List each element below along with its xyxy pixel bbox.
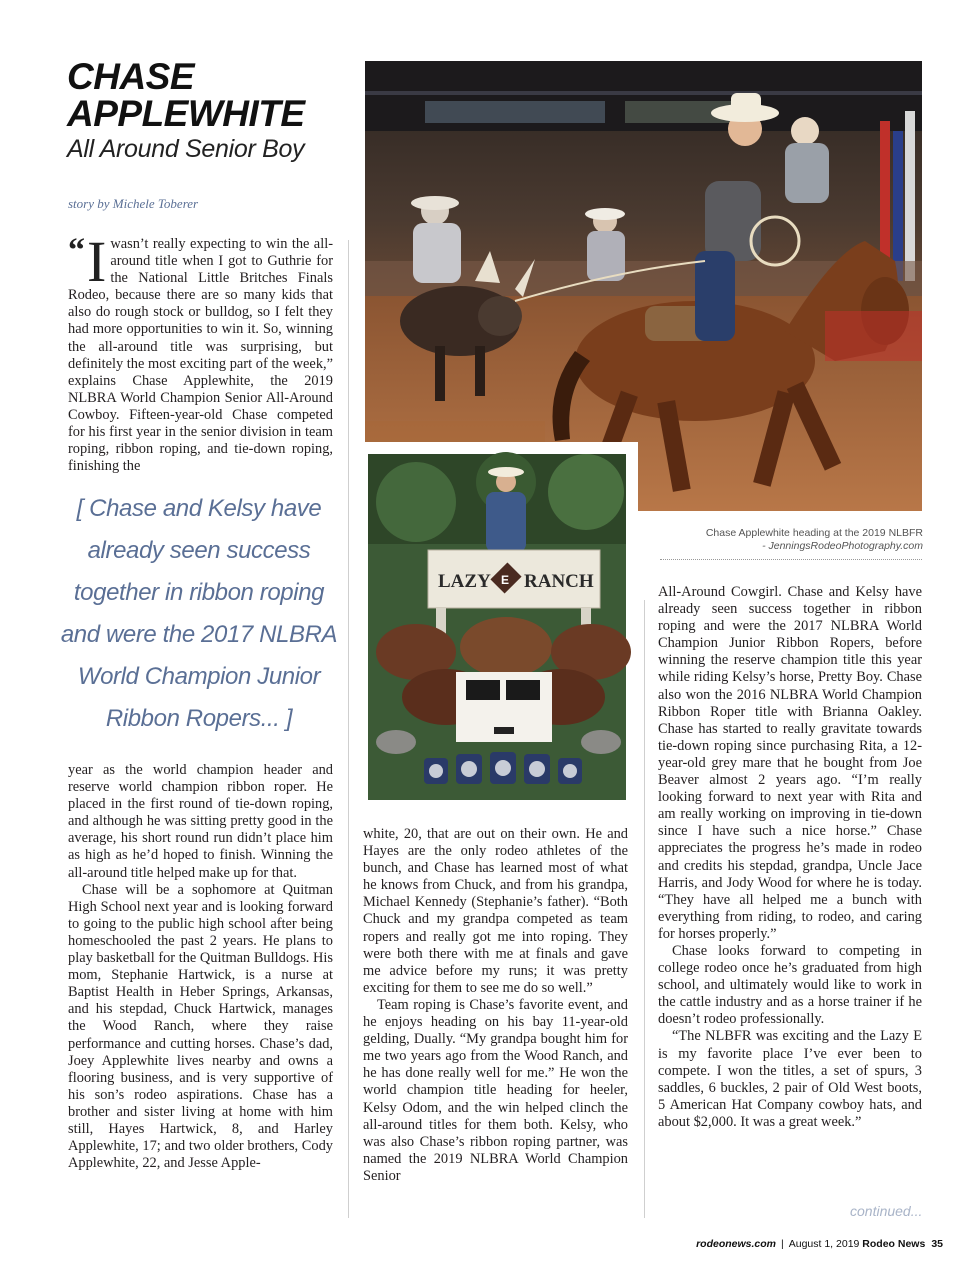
sign-right-text: RANCH — [524, 571, 594, 592]
photo-caption — [706, 527, 923, 553]
paragraph: Chase will be a sophomore at Quitman High School next year and is looking forward to going to the public high school after being homeschooled the past 2 years. He plans to play basketball for the Quitman Bulldogs. His mom, Stephanie Hartwick, is a nurse at Baptist Health in Heber Springs, Arkansas, and his stepdad, Chuck Hartwick, manages the Wood Ranch, where they raise performance and cutting horses. Chase’s dad, Joey Applewhite lives nearby and owns a flooring business, and is very supportive of his son’s rodeo aspirations. Chase has a brother and sister living at home with him still, Hayes Hartwick, 8, and Harley Applewhite, 17; and two older brothers, Cody Applewhite, 22, and Jesse Apple- — [68, 881, 333, 1172]
page-footer — [696, 1238, 943, 1250]
article-subtitle: All Around Senior Boy — [67, 135, 305, 163]
paragraph: Chase looks forward to competing in college rodeo once he’s graduated from high school, and ultimately would like to work in the cattle industry and as a horse trainer if he doesn’t rodeo professionally. — [658, 942, 922, 1028]
paragraph: white, 20, that are out on their own. He and Hayes are the only rodeo athletes of the bunch, and Chase has learned most of what he knows from Chuck, and from his grandpa, Michael Kennedy (Stephanie’s father). “Both Chuck and my grandpa competed as team ropers and really got me into roping. They were both there with me at finals and gave me advice before my runs; it was pretty exciting for them to see me do so well.” — [363, 826, 628, 996]
ranch-photo-frame — [356, 442, 638, 812]
sign-left-text: LAZY — [438, 571, 491, 592]
paragraph: “The NLBFR was exciting and the Lazy E is my favorite place I’ve ever been to compete. I won the titles, a set of spurs, 3 saddles, 6 buckles, 2 pair of Old West boots, 5 American Hat Company cowboy hats, and about $2,000. It was a great week.” — [658, 1028, 922, 1130]
article-title-line1: CHASE — [67, 56, 195, 97]
footer-site: rodeonews.com — [696, 1238, 776, 1250]
paragraph: year as the world champion header and reserve world champion ribbon roper. He placed in the first round of tie-down roping, and although he was sitting pretty good in the average, his short round run didn’t place him as high as he’d hoped to finish. Winning the all-around title helped make up for that. — [68, 762, 333, 881]
caption-text: Chase Applewhite heading at the 2019 NLBFR — [705, 527, 923, 539]
photo-credit: - JenningsRodeoPhotography.com — [762, 540, 923, 552]
column-divider — [348, 240, 349, 1218]
article-title-block — [67, 58, 357, 164]
column-3 — [658, 584, 922, 1131]
column-2 — [363, 826, 628, 1185]
footer-separator: | — [781, 1238, 784, 1250]
continued-label: continued... — [850, 1203, 923, 1219]
article-title-line2: APPLEWHITE — [67, 93, 305, 134]
drop-cap: I — [87, 229, 107, 294]
lead-quote-mark: “ — [68, 232, 85, 269]
pull-quote: [ Chase and Kelsy have already seen success together in ribbon roping and were the 2017 NLBRA World Champion Junior Ribbon Ropers... ] — [60, 495, 338, 732]
sign-mark: E — [501, 573, 510, 587]
column-1-bottom — [68, 762, 333, 1172]
lead-paragraph — [68, 229, 333, 475]
footer-date: August 1, 2019 — [788, 1238, 860, 1250]
paragraph: Team roping is Chase’s favorite event, and he enjoys heading on his bay 11-year-old gelding, Dually. “My grandpa bought him for me two years ago from the Wood Ranch, and he has done really well for me.” He won the world champion title heading for heeler, Kelsy Odom, and the win helped clinch the all-around titles for them both. Kelsy, who was also Chase’s ribbon roping partner, was named the 2019 NLBRA World Champion Senior — [363, 996, 628, 1184]
footer-magazine: Rodeo News — [862, 1238, 926, 1250]
paragraph: All-Around Cowgirl. Chase and Kelsy have already seen success together in ribbon roping and were the 2017 NLBRA World Champion Junior Ribbon Ropers, before winning the reserve champion title this year while riding Kelsy’s horse, Pretty Boy. Chase also won the 2016 NLBRA World Champion Ribbon Roper title with Brianna Oakley. Chase has started to really gravitate towards tie-down roping since purchasing Rita, a 12-year-old grey mare that he bought from Joe Beaver almost 2 years ago. “I’m really looking forward to next year with Rita and am really working on improving in tie-down since I have such a nice horse.” Chase appreciates the progress he’s made in rodeo and credits his stepdad, grandpa, Uncle Jace Harris, and Jody Wood for where he is today. “They have all helped me a bunch with everything from riding, to rodeo, and caring for horses properly.” — [658, 584, 922, 942]
caption-divider — [660, 559, 922, 560]
page-number: 35 — [931, 1238, 943, 1250]
lead-text: wasn’t really expecting to win the all-around title when I got to Guthrie for the National Little Britches Finals Rodeo, because there are so many kids that also do rough stock or bulldog, so I felt they had more opportunities to win it. So, winning the all-around title was surprising, but definitely the most exciting part of the week,” explains Chase Applewhite, the 2019 NLBRA World Champion Senior All-Around Cowboy. Fifteen-year-old Chase competed for his first year in the senior division in team roping, ribbon roping, and tie-down roping, finishing the — [68, 236, 333, 475]
byline: story by Michele Toberer — [68, 196, 199, 211]
column-divider — [644, 600, 645, 1218]
column-1-top — [68, 229, 333, 475]
ranch-awards-photo — [356, 442, 638, 812]
